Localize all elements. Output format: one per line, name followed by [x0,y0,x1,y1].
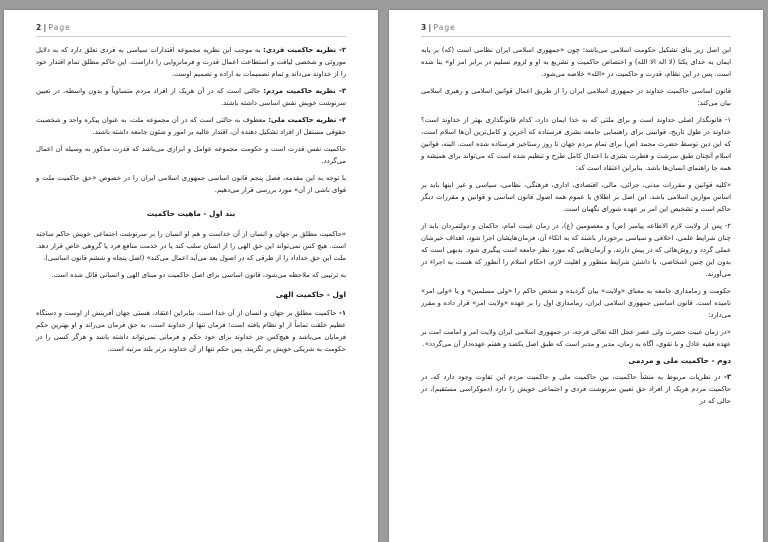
paragraph: ۳- نظریه حاکمیت مردم: حالتی است که در آن هریک از افراد مردم متساویاً و بدون واسطه، در تعیین سرنوشت خویش نقش اساسی داشته باشند. [36,87,346,107]
page-number: 3 [421,23,427,32]
page-body [421,44,731,534]
section-heading: بند اول - ماهیت حاکمیت [146,209,236,218]
document-page-right [389,10,763,542]
paragraph: ۱- قانونگذار اصلی خداوند است و برای ملتی که به خدا ایمان دارد، کدام قانونگذاری بهتر از خداوند است؟ خداوند در طول تاریخ، قوانینی برای راهنمایی جامعه بشری فرستاده که آخرین و کامل‌ترین آن‌ها اسلام است، که این دین توسط حضرت محمد (ص) برای تمام مردم جهان تا روز رستاخیز فرستاده شده است. البته، قوانین اسلام آنچنان طبق سرشت و فطرت بشری با اعتدال کامل طرح و تنظیم شده است که می‌تواند برای همیشه و همه جا راهنمای انسان‌ها باشد. بنابراین اعتقاد است که: [421,116,731,172]
paragraph: ۳- در نظریات مربوط به منشأ حاکمیت، بین حاکمیت ملی و حاکمیت مردم این تفاوت وجود دارد که، در حاکمیت مردم هریک از افراد حق تعیین سرنوشت فردی و اجتماعی خویش را دارد (دموکراسی مستقیم)، در حالی که در [421,373,731,405]
page-header: 2 | Page [36,22,346,37]
page-header-label: Page [433,23,456,32]
paragraph: قانون اساسی حاکمیت خداوند در جمهوری اسلامی ایران را از طریق اعمال قوانین اسلامی و رهبری اسلامی بیان می‌کند: [421,87,731,107]
paragraph: حکومت و زمامداری جامعه به معنای «ولایت» بیان گردیده و شخص حاکم را «ولی مسلمین» و یا «ولی امر» نامیده است. قانون اساسی جمهوری اسلامی ایران، زمامداری اول را بر عهده «ولایت امر» قرار داده و مقرر می‌دارد: [421,287,731,319]
paragraph: این اصل زیر بنای تشکیل حکومت اسلامی می‌باشد؛ چون «جمهوری اسلامی ایران نظامی است (که) بر پایه ایمان به خدای یکتا (لا اله الا الله) و اختصاص حاکمیت و تشریع به او و لزوم تسلیم در برابر امر او» بنا شده است. پس در این نظام، قدرت و حاکمیت در «الله» خلاصه می‌شود. [421,46,731,78]
page-body [36,44,346,534]
page-number: 2 [36,23,42,32]
paragraph: به ترتیبی که ملاحظه می‌شود، قانون اساسی برای اصل حاکمیت دو مبنای الهی و انسانی قائل شده است. [51,271,346,279]
subsection-heading: دوم - حاکمیت ملی و مردمی [628,356,731,365]
paragraph-lead: ۲- نظریه حاکمیت فردی: [263,46,346,54]
paragraph: ۲- نظریه حاکمیت فردی: به موجب این نظریه مجموعه اقتدارات سیاسی به فردی تعلق دارد که به دلایل موروثی و شخصی لیاقت و استطاعت اعمال قدرت و فرمانروایی را داراست. این حاکم مطلق تمام اقتدار خود را از خداوند می‌داند و تمام تصمیمات به اراده و تصمیم اوست. [36,46,346,78]
paragraph: ۲- پس از ولایت لازم الاطاعه پیامبر (ص) و معصومین (ع)، در زمان غیبت امام، حاکمان و دولتمردان باید از چنان شرایط علمی، اخلاقی و سیاسی برخوردار باشند که به اتکاء آن، فرمان‌هایشان اجرا شود، اهداف خیرشان عملی گردد و روش‌هائی که در پیش دارند، و آرمان‌هایی که مورد نظر جامعه است پیگیری شود. بدیهی است که بدون این چنین اشخاصی، با داشتن شرایط منظور و اهلیت لازم، احکام اسلام را آنطور که هست به اجراء در می‌آورند. [421,222,731,278]
paragraph-lead: ۴- نظریه حاکمیت ملی: [268,116,346,124]
paragraph: «در زمان غیبت حضرت ولی عصر عجل الله تعالی فرجه، در جمهوری اسلامی ایران ولایت امر و امامت امت بر عهده فقیه عادل و با تقوی، آگاه به زمان، مدیر و مدبر است که طبق اصل یکصد و هفتم عهده‌دار آن می‌گردد». [421,328,731,348]
paragraph-lead: ۱- [339,309,346,317]
paragraph: «حاکمیت مطلق بر جهان و انسان از آن خداست و هم او انسان را بر سرنوشت اجتماعی خویش حاکم ساخته است. هیچ کس نمی‌تواند این حق الهی را از انسان سلب کند یا در خدمت منافع فرد یا گروهی خاص قرار دهد. ملت این حق خداداد را از طرقی که در اصول بعد می‌آید اعمال می‌کند» (اصل پنجاه و ششم قانون اساسی). [36,230,346,262]
subsection-heading: اول - حاکمیت الهی [275,290,346,299]
paragraph: حاکمیت نفس قدرت است و حکومت مجموعه عوامل و ابزاری می‌باشد که قدرت مذکور به وسیله آن اعمال می‌گردد. [36,145,346,165]
paragraph: ۴- نظریه حاکمیت ملی: معطوف به حالتی است که در آن مجموعه ملت، به عنوان پیکره واحد و شخصیت حقوقی مستقل از افراد تشکیل دهنده آن، اقتدار عالیه بر امور و شئون جامعه داشته باشند. [36,116,346,136]
paragraph: «کلیه قوانین و مقررات مدنی، جزائی، مالی، اقتصادی، اداری، فرهنگی، نظامی، سیاسی و غیر اینها باید بر اساس موازین اسلامی باشد. این اصل بر اطلاق یا عموم همه اصول قانون اساسی و قوانین و مقررات دیگر حاکم است و تشخیص این امر بر عهده شورای نگهبان است. [421,181,731,213]
paragraph: ۱- حاکمیت مطلق بر جهان و انسان از آن خدا است. بنابراین اعتقاد، هستی جهان آفرینش از اوست و دستگاه عظیم خلقت تماماً از او نظام یافته است؛ فرمان تنها از خداوند است، به حق فرمان می‌راند و او بهترین حکم فرمایان می‌باشد و هیچ‌کس جز خداوند برای خود حکم و فرمانی نمی‌تواند داشته باشد و هرگز کسی را در حکومت به شریکی خویش بر نگزیند، پس حکم تنها از آن خداوند برتر بلند مرتبه است. [36,309,346,353]
page-header-label: Page [48,23,71,32]
paragraph-lead: ۳- نظریه حاکمیت مردم: [263,87,346,95]
paragraph-lead: ۳- [724,373,731,381]
page-header: 3 | Page [421,22,731,37]
document-page-left [4,10,378,542]
paragraph: با توجه به این مقدمه، فصل پنجم قانون اساسی جمهوری اسلامی ایران را در خصوص «حق حاکمیت ملت و قوای ناشی از آن» مورد بررسی قرار می‌دهیم. [36,174,346,194]
